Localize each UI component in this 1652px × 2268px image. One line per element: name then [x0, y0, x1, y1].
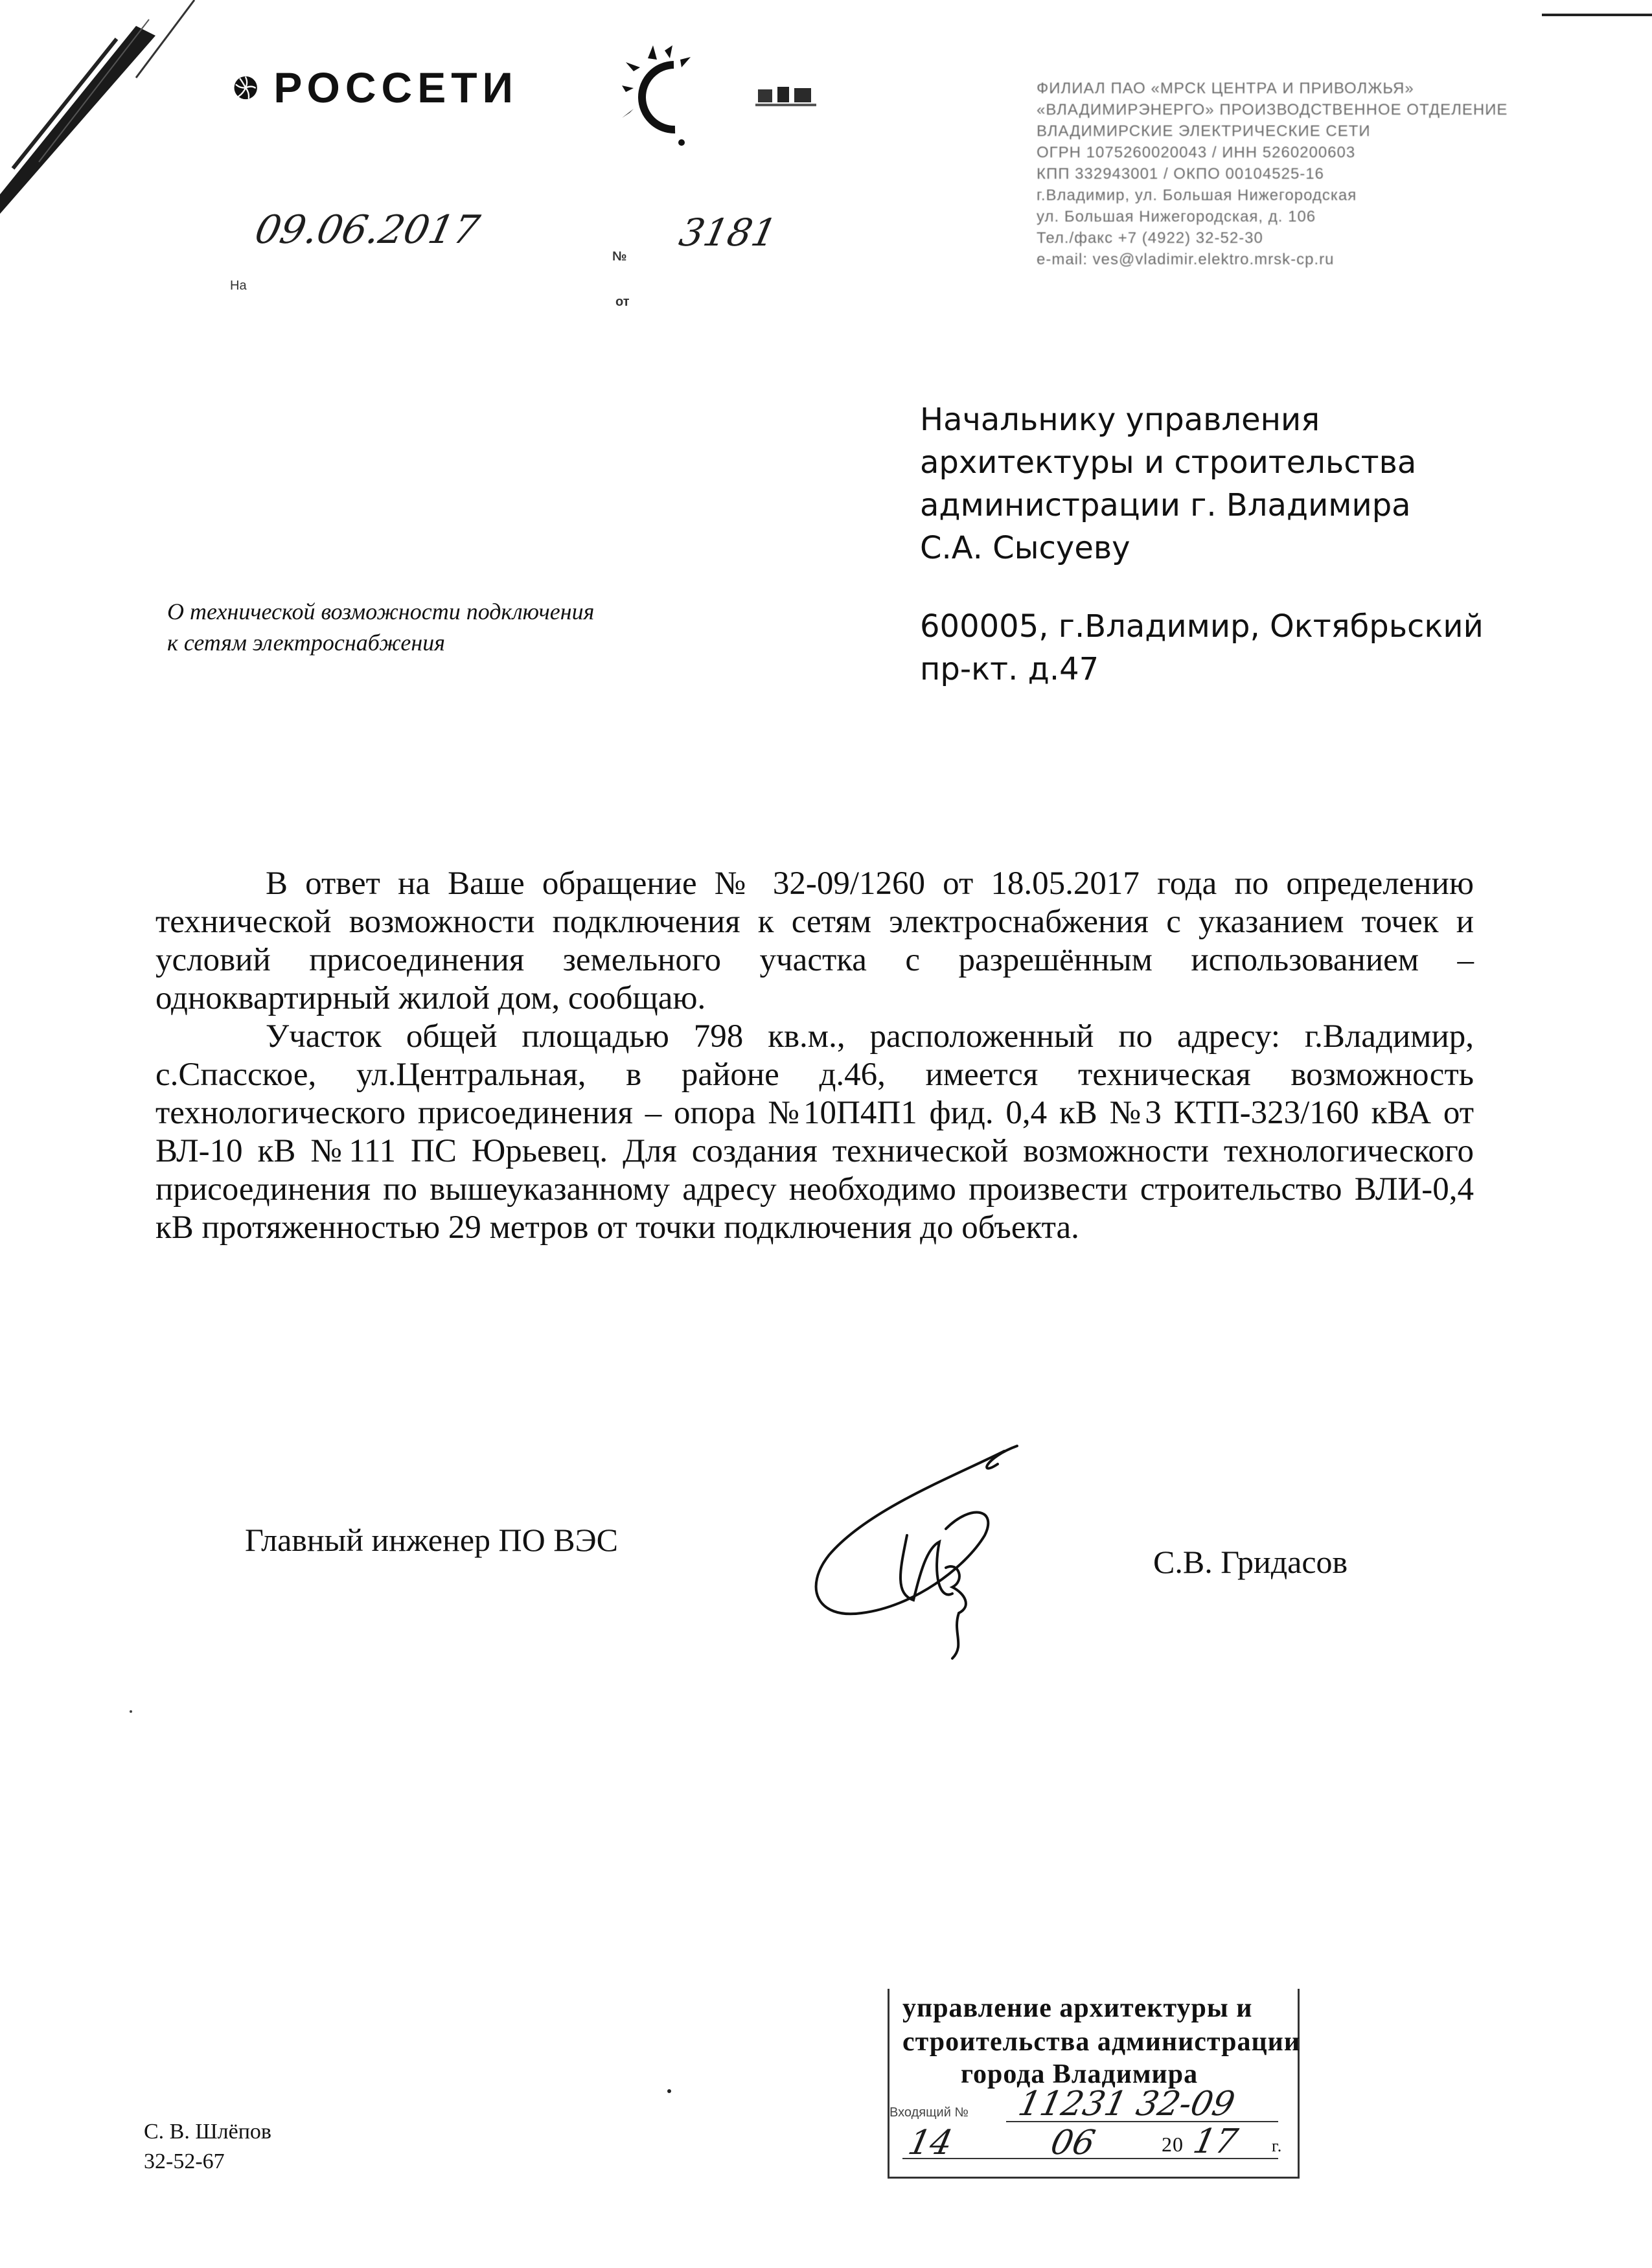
scan-speck: [130, 1710, 132, 1713]
address-line: пр-кт. д.47: [920, 651, 1099, 687]
corner-scan-mark: [0, 0, 214, 233]
sender-line: КПП 332943001 / ОКПО 00104525-16: [1037, 165, 1324, 183]
letter-subject: [167, 596, 750, 658]
scan-speck: [667, 2089, 671, 2093]
address-line: 600005, г.Владимир, Октябрьский: [920, 608, 1484, 645]
addressee-line: администрации г. Владимира: [920, 487, 1411, 523]
label-number: №: [612, 249, 627, 264]
stamp-line: строительства администрации: [902, 2027, 1301, 2057]
sender-line: ВЛАДИМИРСКИЕ ЭЛЕКТРИЧЕСКИЕ СЕТИ: [1037, 122, 1371, 140]
stamp-reg-number: 11231 32-09: [1015, 2085, 1239, 2124]
stamp-day: 14: [904, 2124, 956, 2162]
rosseti-emblem-icon: [233, 47, 258, 128]
sender-line: e-mail: ves@vladimir.elektro.mrsk-cp.ru: [1037, 251, 1335, 268]
executor-name: С. В. Шлёпов: [144, 2120, 271, 2144]
sender-line: ОГРН 1075260020043 / ИНН 5260200603: [1037, 144, 1356, 161]
label-na: На: [230, 279, 247, 293]
subject-line: О технической возможности подключения: [167, 599, 595, 624]
stamp-rules: [889, 1989, 1301, 2177]
addressee-spacer: [920, 569, 1568, 605]
sender-line: Тел./факс +7 (4922) 32-52-30: [1037, 229, 1263, 247]
addressee-line: Начальнику управления: [920, 402, 1320, 438]
sender-line: ФИЛИАЛ ПАО «МРСК ЦЕНТРА И ПРИВОЛЖЬЯ»: [1037, 80, 1414, 97]
sender-requisites: [1037, 78, 1542, 270]
body-paragraph: В ответ на Ваше обращение № 32-09/1260 от 18.05.2017 года по определению технической возможности подключения к сетям электроснабжения с указанием точек и условий присоединения земельного участка с разрешённым использованием – одноквартирный жилой дом, сообщаю.: [155, 865, 1474, 1016]
header-blot-mark: [751, 78, 823, 117]
stamp-line: управление архитектуры и: [902, 1993, 1253, 2023]
outgoing-number-handwritten: 3181: [675, 211, 781, 255]
addressee-line: архитектуры и строительства: [920, 444, 1417, 481]
signatory-name: С.В. Гридасов: [1153, 1544, 1348, 1580]
letter-body: [155, 865, 1474, 1247]
sender-line: г.Владимир, ул. Большая Нижегородская: [1037, 187, 1357, 204]
stamp-year-mark: г.: [1272, 2136, 1283, 2155]
stamp-year-prefix: 20: [1162, 2133, 1184, 2156]
rosseti-logo: [233, 42, 518, 133]
sender-line: ул. Большая Нижегородская, д. 106: [1037, 208, 1316, 225]
body-paragraph: Участок общей площадью 798 кв.м., расположенный по адресу: г.Владимир, с.Спасское, ул.Центральная, в районе д.46, имеется техническая возможность технологического присоединения – опора №10П4П1 фид. 0,4 кВ №3 КТП-323/160 кВА от ВЛ-10 кВ №111 ПС Юрьевец. Для создания технической возможности технологического присоединения по вышеуказанному адресу необходимо произвести строительство ВЛИ-0,4 кВ протяженностью 29 метров от точки подключения до объекта.: [155, 1018, 1474, 1246]
top-edge-line: [1542, 12, 1652, 18]
signatory-title: Главный инженер ПО ВЭС: [245, 1522, 618, 1558]
sender-line: «ВЛАДИМИРЭНЕРГО» ПРОИЗВОДСТВЕННОЕ ОТДЕЛЕНИЕ: [1037, 101, 1508, 119]
logo-text: РОССЕТИ: [273, 63, 518, 111]
stamp-month: 06: [1047, 2124, 1099, 2162]
addressee-block: [920, 398, 1568, 691]
handwritten-signature: [790, 1438, 1050, 1671]
label-from: от: [615, 295, 630, 309]
outgoing-date-handwritten: 09.06.2017: [251, 207, 483, 253]
stamp-label: Входящий №: [889, 2105, 969, 2120]
subject-line: к сетям электроснабжения: [167, 630, 445, 656]
energy-sun-icon: [622, 45, 706, 149]
executor-block: [144, 2117, 271, 2177]
stamp-line: города Владимира: [961, 2059, 1199, 2089]
executor-phone: 32-52-67: [144, 2149, 225, 2173]
incoming-registration-stamp: [888, 1989, 1300, 2179]
addressee-line: С.А. Сысуеву: [920, 530, 1130, 566]
stamp-year-suffix: 17: [1189, 2122, 1241, 2161]
